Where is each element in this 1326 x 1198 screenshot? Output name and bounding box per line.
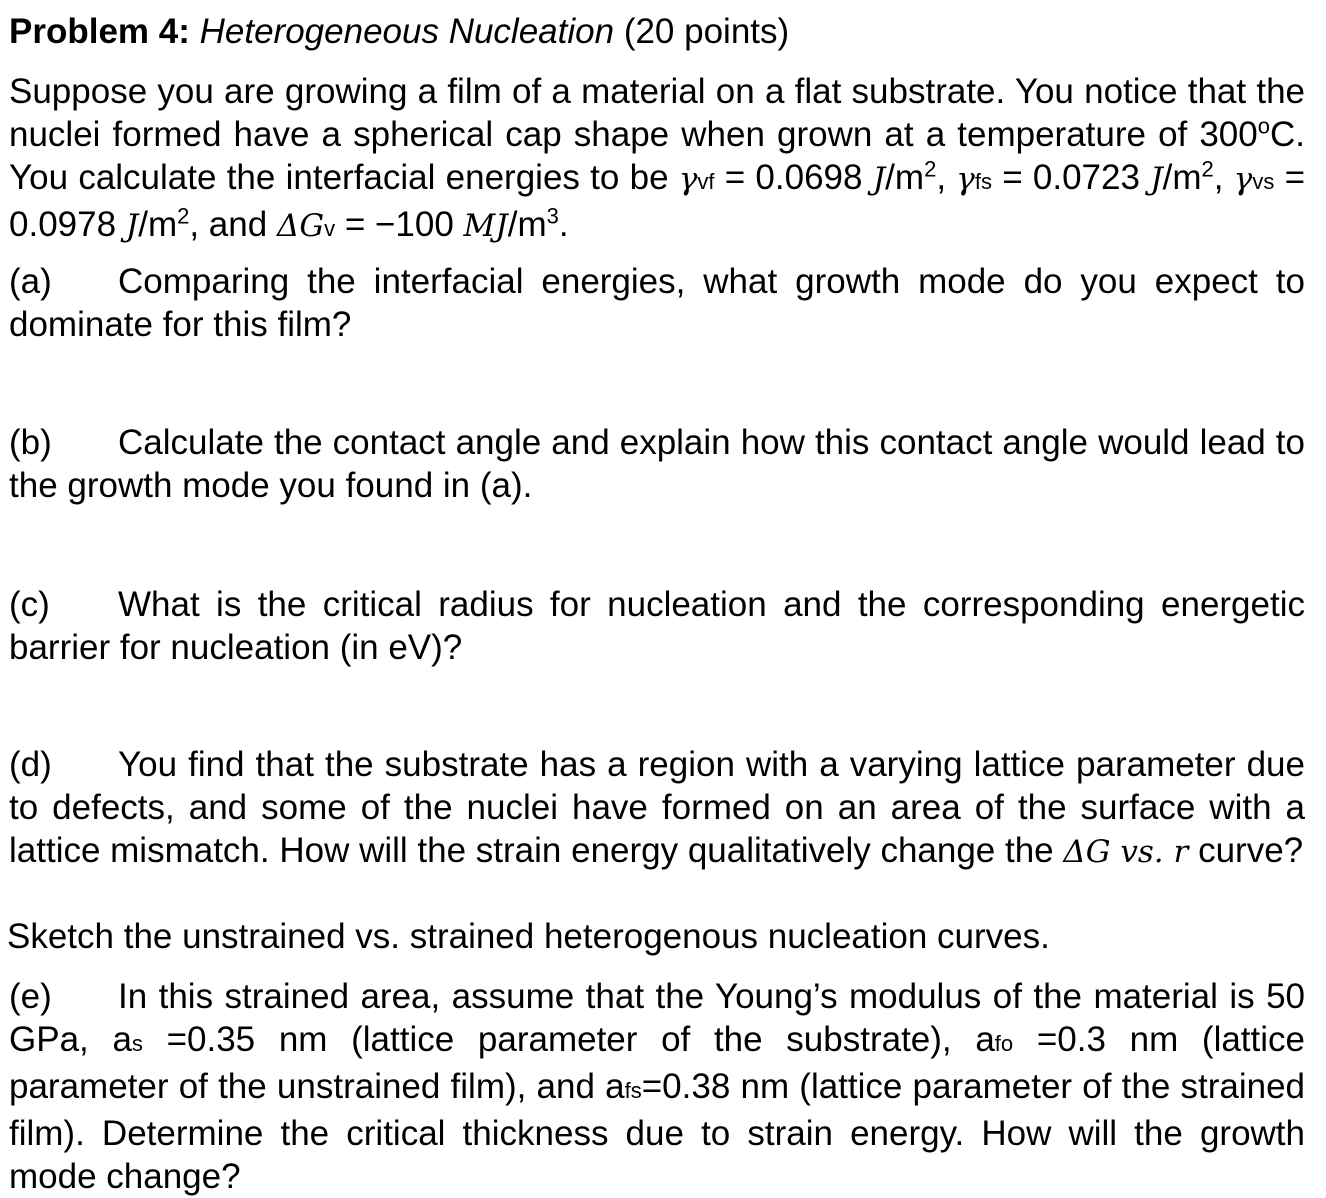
problem-topic: Heterogeneous Nucleation [199, 12, 615, 51]
sketch-instruction: Sketch the unstrained vs. strained heterogenous nucleation curves. [7, 917, 1050, 956]
problem-title [9, 10, 1305, 53]
question-a-text: Comparing the interfacial energies, what growth mode do you expect to dominate for this film? [9, 262, 1305, 344]
problem-points: (20 points) [623, 12, 790, 51]
problem-label: Problem 4: [9, 12, 190, 51]
question-b [9, 421, 1305, 507]
question-c-text: What is the critical radius for nucleation and the corresponding energetic barrier for nucleation (in eV)? [9, 585, 1305, 667]
question-e-label: (e) [9, 977, 52, 1016]
question-d: (d) You find that the substrate has a region with a varying lattice parameter due to defects, and some of the nuclei have formed on an area of the surface with a lattice mismatch. How will the strain energy qualitatively change the ΔG vs. r curve? [9, 745, 1305, 870]
question-a-label: (a) [9, 262, 52, 301]
question-e: (e) In this strained area, assume that the Young’s modulus of the material is 50 GPa, as =0.35 nm (lattice parameter of the substrate), afo =0.3 nm (lattice parameter of the unstrained film), and afs=0.38 nm (lattice parameter of the strained film). Determine the critical thickness due to strain energy. How will the growth mode change? [9, 977, 1305, 1196]
question-b-label: (b) [9, 423, 52, 462]
question-a [9, 260, 1305, 346]
question-c-label: (c) [9, 585, 50, 624]
question-d-label: (d) [9, 745, 52, 784]
question-d-math: ΔG vs. r [1063, 834, 1189, 870]
question-c [9, 583, 1305, 669]
intro-paragraph: Suppose you are growing a film of a material on a flat substrate. You notice that the nuclei formed have a spherical cap shape when grown at a temperature of 300$^o$C. You calculate the interfacial energies to be γvf = 0.0698 $J/m^2$, γfs = 0.0723 $J/m^2$, γvs = 0.0978 $J/m^2$, and ΔGv = −100 $MJ/m^3$. [9, 72, 1306, 244]
question-b-text: Calculate the contact angle and explain how this contact angle would lead to the growth mode you found in (a). [9, 423, 1305, 505]
